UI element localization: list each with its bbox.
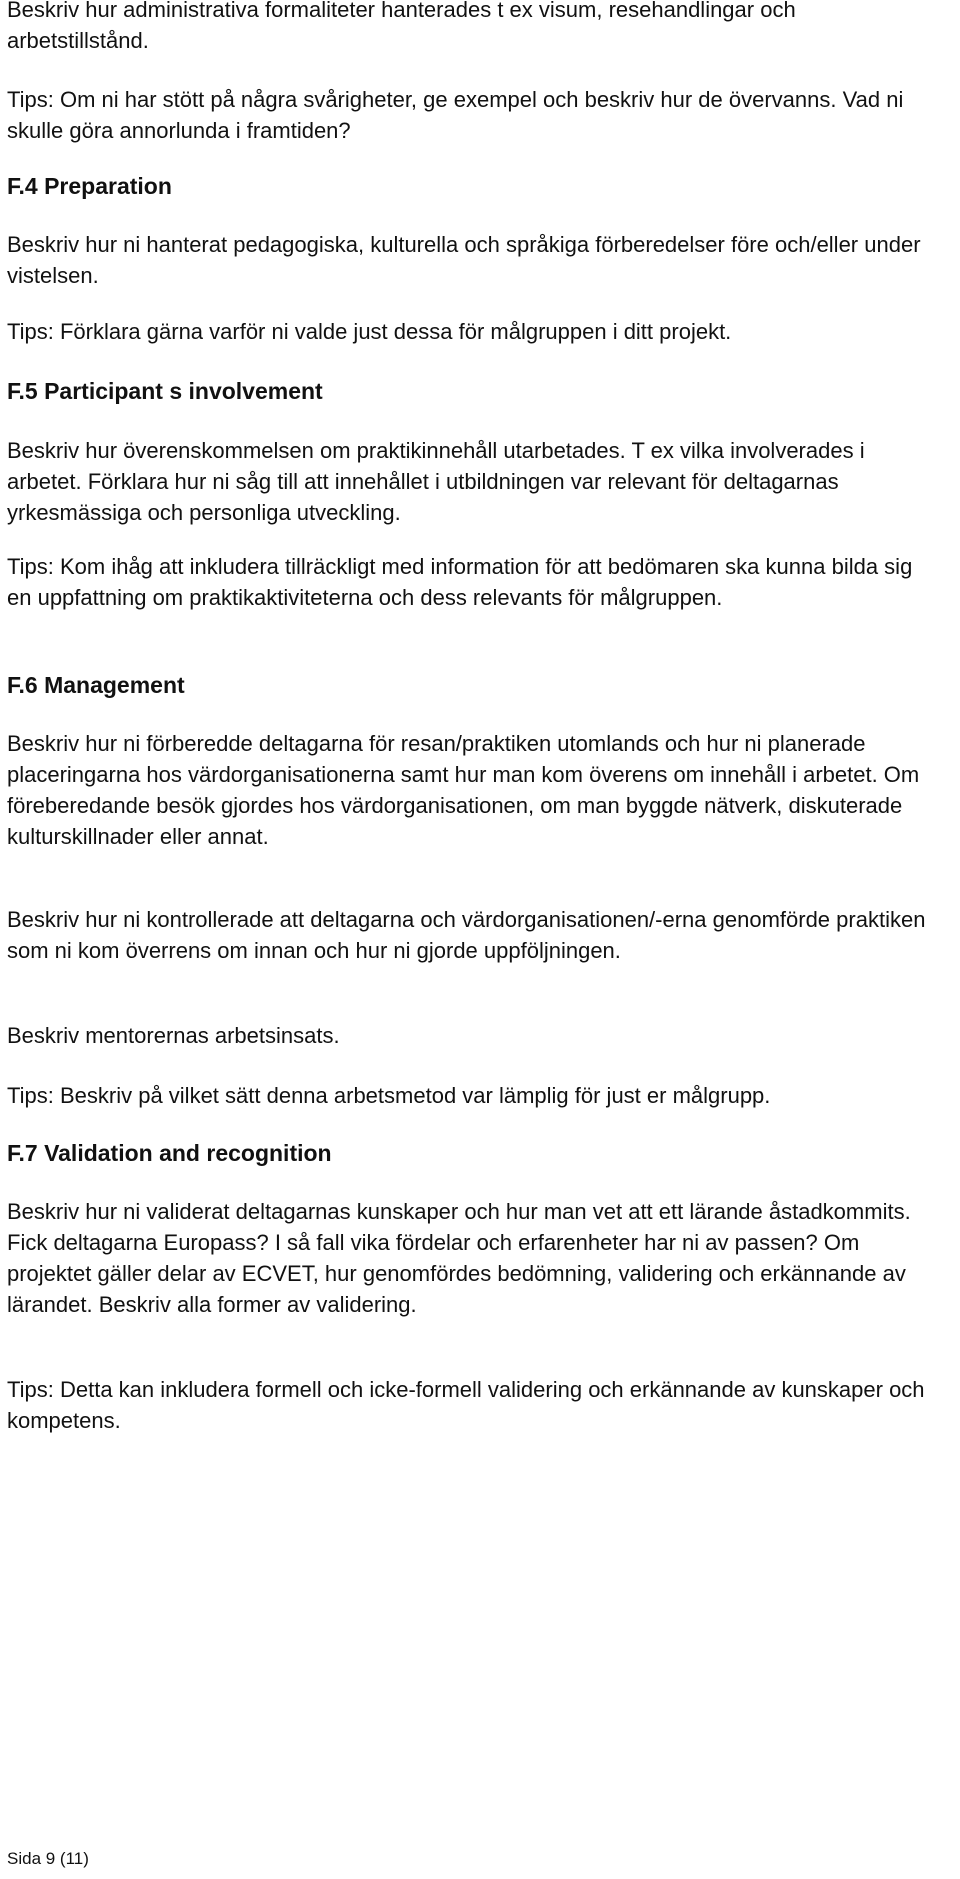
section-f5-tip: Tips: Kom ihåg att inkludera tillräckligt med information för att bedömaren ska kunna bilda sig en uppfattning om praktikaktiviteterna och dess relevants för målgruppen.: [7, 554, 913, 610]
section-heading-f4: F.4 Preparation: [7, 173, 172, 199]
section-heading-f7: F.7 Validation and recognition: [7, 1140, 332, 1166]
intro-paragraph: Beskriv hur administrativa formaliteter hanterades t ex visum, resehandlingar och arbetstillstånd.: [7, 0, 796, 53]
page-number-footer: Sida 9 (11): [7, 1849, 89, 1868]
intro-tip: Tips: Om ni har stött på några svårigheter, ge exempel och beskriv hur de övervanns. Vad ni skulle göra annorlunda i framtiden?: [7, 87, 904, 143]
section-heading-f5: F.5 Participant s involvement: [7, 378, 323, 404]
section-f7-tip: Tips: Detta kan inkludera formell och icke-formell validering och erkännande av kunskaper och kompetens.: [7, 1377, 925, 1433]
section-f6-paragraph-1: Beskriv hur ni förberedde deltagarna för resan/praktiken utomlands och hur ni planerade placeringarna hos värdorganisationerna samt hur man kom överens om innehåll i arbetet. Om föreberedande besök gjordes hos värdorganisationen, om man byggde nätverk, diskuterade kulturskillnader eller annat.: [7, 731, 920, 849]
section-f7-paragraph-1: Beskriv hur ni validerat deltagarnas kunskaper och hur man vet att ett lärande åstadkommits. Fick deltagarna Europass? I så fall vika fördelar och erfarenheter har ni av passen? Om projektet gäller delar av ECVET, hur genomfördes bedömning, validering och erkännande av lärandet. Beskriv alla former av validering.: [7, 1199, 911, 1317]
section-f6-paragraph-3: Beskriv mentorernas arbetsinsats.: [7, 1023, 340, 1048]
section-heading-f6: F.6 Management: [7, 672, 185, 698]
section-f5-paragraph-1: Beskriv hur överenskommelsen om praktikinnehåll utarbetades. T ex vilka involverades i arbetet. Förklara hur ni såg till att innehållet i utbildningen var relevant för deltagarnas yrkesmässiga och personliga utveckling.: [7, 438, 865, 525]
section-f6-tip: Tips: Beskriv på vilket sätt denna arbetsmetod var lämplig för just er målgrupp.: [7, 1083, 771, 1108]
section-f4-tip: Tips: Förklara gärna varför ni valde just dessa för målgruppen i ditt projekt.: [7, 319, 732, 344]
section-f6-paragraph-2: Beskriv hur ni kontrollerade att deltagarna och värdorganisationen/-erna genomförde praktiken som ni kom överrens om innan och hur ni gjorde uppföljningen.: [7, 907, 926, 963]
section-f4-paragraph-1: Beskriv hur ni hanterat pedagogiska, kulturella och språkiga förberedelser före och/eller under vistelsen.: [7, 232, 921, 288]
